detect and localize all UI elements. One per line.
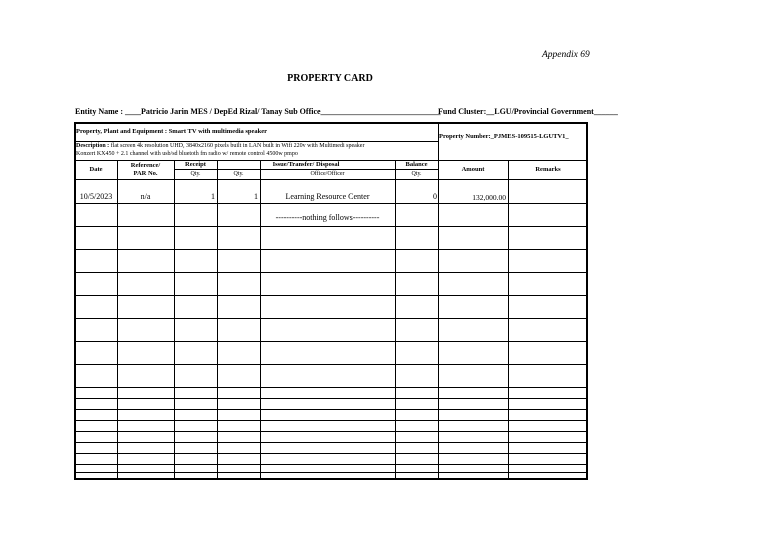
page-title: PROPERTY CARD <box>287 73 373 84</box>
grid-line-h <box>260 169 395 170</box>
grid-line-h <box>74 249 588 250</box>
header-receipt: Receipt <box>185 161 206 168</box>
header-issue: Issue/Transfer/ Disposal <box>272 161 340 168</box>
grid-line-v <box>117 160 118 480</box>
grid-line-h <box>74 318 588 319</box>
grid-line-h <box>74 203 588 204</box>
row-receipt-qty: 1 <box>211 192 215 201</box>
grid-line-h <box>438 160 588 161</box>
header-remarks: Remarks <box>535 166 561 173</box>
header-issue-qty: Qty. <box>233 171 244 177</box>
description-line-1 <box>76 143 364 149</box>
grid-line-v <box>438 122 439 160</box>
header-par-no: PAR No. <box>133 170 158 177</box>
grid-line-h <box>74 442 588 443</box>
nothing-follows: ----------nothing follows---------- <box>275 213 380 222</box>
grid-line-v <box>260 160 261 480</box>
header-balance-qty: Qty. <box>411 171 422 177</box>
header-balance: Balance <box>405 161 428 168</box>
grid-line-v <box>174 160 175 480</box>
row-office: Learning Resource Center <box>285 192 370 201</box>
grid-line-h <box>74 431 588 432</box>
grid-line-h <box>74 464 588 465</box>
fund-cluster-line: Fund Cluster:__LGU/Provincial Government______ <box>438 107 618 116</box>
row-reference: n/a <box>140 192 151 201</box>
header-date: Date <box>89 166 103 173</box>
grid-line-h <box>74 364 588 365</box>
appendix-label: Appendix 69 <box>542 50 590 60</box>
ppe-line: Property, Plant and Equipment : Smart TV with multimedia speaker <box>76 128 268 135</box>
grid-line-h <box>74 409 588 410</box>
grid-line-h <box>395 169 438 170</box>
row-amount: 132,000.00 <box>472 193 506 202</box>
grid-line-h <box>74 141 438 142</box>
header-receipt-qty: Qty. <box>190 171 201 177</box>
grid-line-h <box>74 453 588 454</box>
property-number: Property Number:_PJMES-109515-LGUTV1_ <box>439 133 569 140</box>
row-date: 10/5/2023 <box>79 192 113 201</box>
grid-line-h <box>74 472 588 473</box>
grid-line-h <box>74 341 588 342</box>
grid-line-h <box>74 398 588 399</box>
description-label: Description : <box>76 143 110 149</box>
header-reference: Reference/ <box>130 162 161 169</box>
grid-line-v <box>217 160 218 480</box>
header-office: Office/Officer <box>310 171 345 177</box>
description-text-1: flat screen 4k resolution UHD, 3840x2160 pixels built in LAN built in Wifi 220v with Multimedi speaker <box>109 143 365 149</box>
grid-line-h <box>74 179 588 180</box>
grid-line-h <box>74 295 588 296</box>
grid-line-v <box>508 160 509 480</box>
grid-line-h <box>74 226 588 227</box>
entity-name-line: Entity Name : ____Patricio Jarin MES / DepEd Rizal/ Tanay Sub Office______________________________ <box>75 107 441 116</box>
description-line-2: Konzert KX450 + 2.1 channel with usb/sd bluetoth fm radio w/ remote control 4500w pmpo <box>76 151 298 157</box>
grid-line-h <box>74 272 588 273</box>
row-issue-qty: 1 <box>254 192 258 201</box>
header-amount: Amount <box>461 166 485 173</box>
grid-line-h <box>74 387 588 388</box>
grid-line-h <box>74 420 588 421</box>
grid-line-v <box>395 160 396 480</box>
grid-line-v <box>438 160 439 480</box>
row-balance-qty: 0 <box>433 192 437 201</box>
